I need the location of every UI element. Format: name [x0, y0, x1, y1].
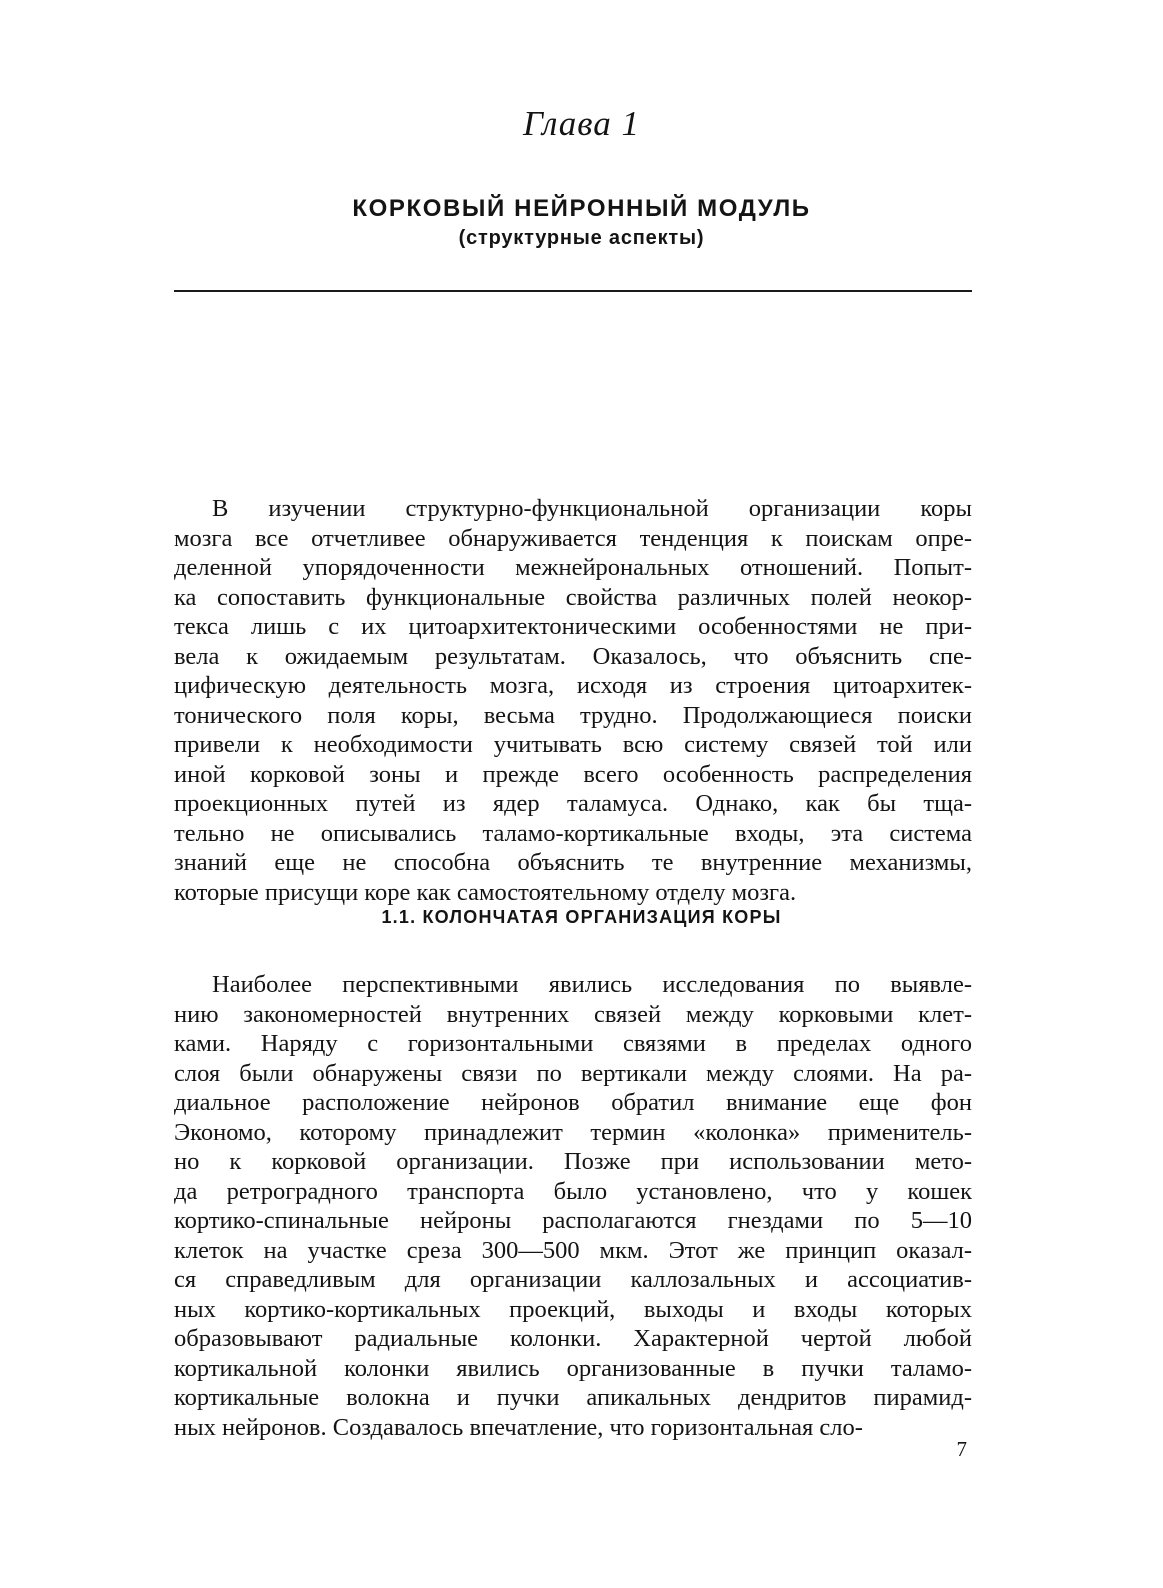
chapter-subtitle: (структурные аспекты): [458, 227, 705, 249]
text-line: ками. Наряду с горизонтальными связями в пределах одного: [174, 1030, 972, 1057]
title-divider: [174, 290, 972, 292]
chapter-title: КОРКОВЫЙ НЕЙРОННЫЙ МОДУЛЬ: [352, 195, 811, 222]
text-line: кортико-спинальные нейроны располагаются гнездами по 5—10: [174, 1207, 972, 1234]
text-line: кортикальные волокна и пучки апикальных дендритов пирамид-: [174, 1384, 972, 1411]
text-line: Наиболее перспективными явились исследования по выявле-: [212, 971, 972, 998]
text-line: мозга все отчетливее обнаруживается тенденция к поискам опре-: [174, 524, 972, 552]
text-line: В изучении структурно-функциональной организации коры: [212, 495, 972, 522]
text-line: иной корковой зоны и прежде всего особенность распределения: [174, 760, 972, 788]
intro-paragraph: [174, 494, 972, 907]
text-line: ных кортико-кортикальных проекций, выходы и входы которых: [174, 1295, 972, 1323]
text-line: да ретроградного транспорта было установлено, что у кошек: [174, 1177, 972, 1205]
section-paragraph: [174, 970, 972, 1442]
text-line: проекционных путей из ядер таламуса. Однако, как бы тща-: [174, 790, 972, 817]
section-heading: 1.1. КОЛОНЧАТАЯ ОРГАНИЗАЦИЯ КОРЫ: [381, 907, 782, 927]
text-line: но к корковой организации. Позже при использовании мето-: [174, 1148, 972, 1175]
text-line: клеток на участке среза 300—500 мкм. Этот же принцип оказал-: [174, 1236, 972, 1264]
text-line: привели к необходимости учитывать всю систему связей той или: [174, 731, 972, 758]
text-line: ка сопоставить функциональные свойства различных полей неокор-: [174, 583, 972, 611]
text-line: тонического поля коры, весьма трудно. Продолжающиеся поиски: [174, 701, 972, 729]
text-line: образовывают радиальные колонки. Характерной чертой любой: [174, 1325, 972, 1352]
text-line: вела к ожидаемым результатам. Оказалось, что объяснить спе-: [174, 642, 972, 670]
text-line: знаний еще не способна объяснить те внутренние механизмы,: [174, 849, 972, 876]
text-line: ных нейронов. Создавалось впечатление, что горизонтальная сло-: [174, 1413, 863, 1441]
page-number: 7: [956, 1437, 967, 1461]
text-line: тельно не описывались таламо-кортикальные входы, эта система: [174, 819, 972, 847]
chapter-label: Глава 1: [523, 104, 640, 143]
text-line: которые присущи коре как самостоятельному отделу мозга.: [174, 878, 797, 906]
text-line: текса лишь с их цитоархитектоническими особенностями не при-: [174, 613, 972, 640]
text-line: деленной упорядоченности межнейрональных отношений. Попыт-: [174, 554, 972, 581]
text-line: слоя были обнаружены связи по вертикали между слоями. На ра-: [174, 1059, 972, 1087]
text-line: нию закономерностей внутренних связей между корковыми клет-: [174, 1000, 972, 1028]
text-line: ся справедливым для организации каллозальных и ассоциатив-: [174, 1266, 972, 1293]
text-line: диальное расположение нейронов обратил внимание еще фон: [174, 1089, 972, 1116]
text-line: цифическую деятельность мозга, исходя из строения цитоархитек-: [174, 672, 972, 699]
text-line: кортикальной колонки явились организованные в пучки таламо-: [174, 1354, 972, 1382]
text-line: Экономо, которому принадлежит термин «колонка» применитель-: [174, 1118, 972, 1146]
